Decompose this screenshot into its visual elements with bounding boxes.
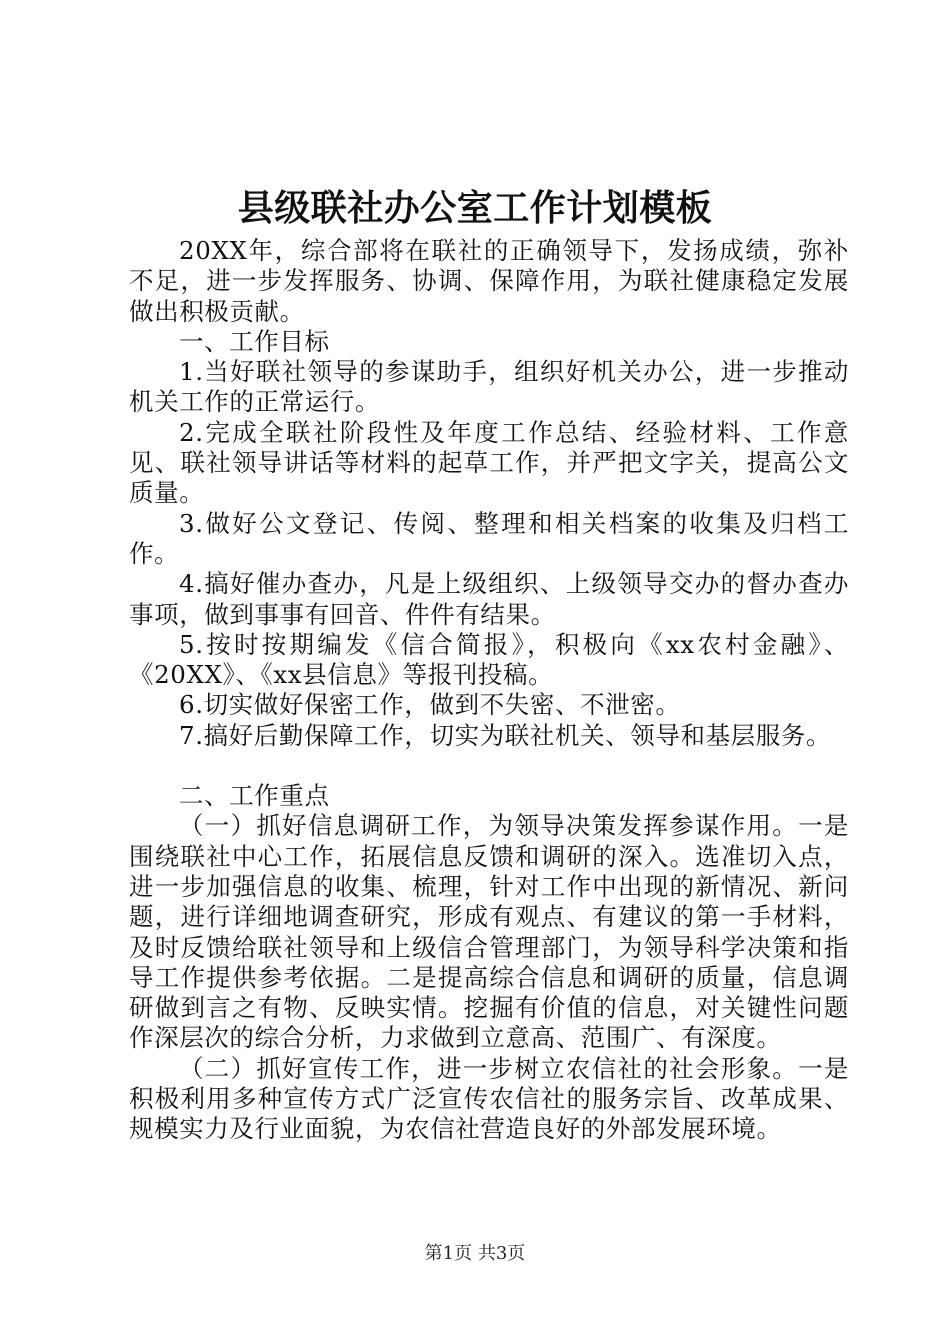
- focus-item-1: （一）抓好信息调研工作，为领导决策发挥参谋作用。一是围绕联社中心工作，拓展信息反馈和调研的深入。选准切入点，进一步加强信息的收集、梳理，针对工作中出现的新情况、新问题，进行详细地调查研究，形成有观点、有建议的第一手材料，及时反馈给联社领导和上级信合管理部门，为领导科学决策和指导工作提供参考依据。二是提高综合信息和调研的质量，信息调研做到言之有物、反映实情。挖掘有价值的信息，对关键性问题作深层次的综合分析，力求做到立意高、范围广、有深度。: [129, 811, 849, 1053]
- focus-item-2: （二）抓好宣传工作，进一步树立农信社的社会形象。一是积极利用多种宣传方式广泛宣传农信社的服务宗旨、改革成果、规模实力及行业面貌，为农信社营造良好的外部发展环境。: [129, 1053, 849, 1144]
- goal-item-1: 1.当好联社领导的参谋助手，组织好机关办公，进一步推动机关工作的正常运行。: [129, 357, 849, 417]
- intro-paragraph: 20XX年，综合部将在联社的正确领导下，发扬成绩，弥补不足，进一步发挥服务、协调、保障作用，为联社健康稳定发展做出积极贡献。: [129, 236, 849, 326]
- goal-item-7: 7.搞好后勤保障工作，切实为联社机关、领导和基层服务。: [179, 720, 832, 750]
- document-title: 县级联社办公室工作计划模板: [237, 187, 713, 229]
- goal-item-6: 6.切实做好保密工作，做到不失密、不泄密。: [179, 690, 681, 720]
- page-footer: 第1页 共3页: [424, 1243, 526, 1264]
- document-body: [129, 236, 849, 1145]
- goal-item-2: 2.完成全联社阶段性及年度工作总结、经验材料、工作意见、联社领导讲话等材料的起草工作，并严把文字关，提高公文质量。: [129, 417, 849, 508]
- section-heading-goals: 一、工作目标: [179, 326, 330, 356]
- goal-item-4: 4.搞好催办查办，凡是上级组织、上级领导交办的督办查办事项，做到事事有回音、件件有结果。: [129, 569, 849, 629]
- goal-item-3: 3.做好公文登记、传阅、整理和相关档案的收集及归档工作。: [129, 508, 849, 568]
- goal-item-5: 5.按时按期编发《信合简报》，积极向《xx农村金融》、《20XX》、《xx县信息》等报刊投稿。: [129, 629, 849, 690]
- section-heading-focus: 二、工作重点: [179, 781, 330, 811]
- blank-line: [129, 751, 849, 781]
